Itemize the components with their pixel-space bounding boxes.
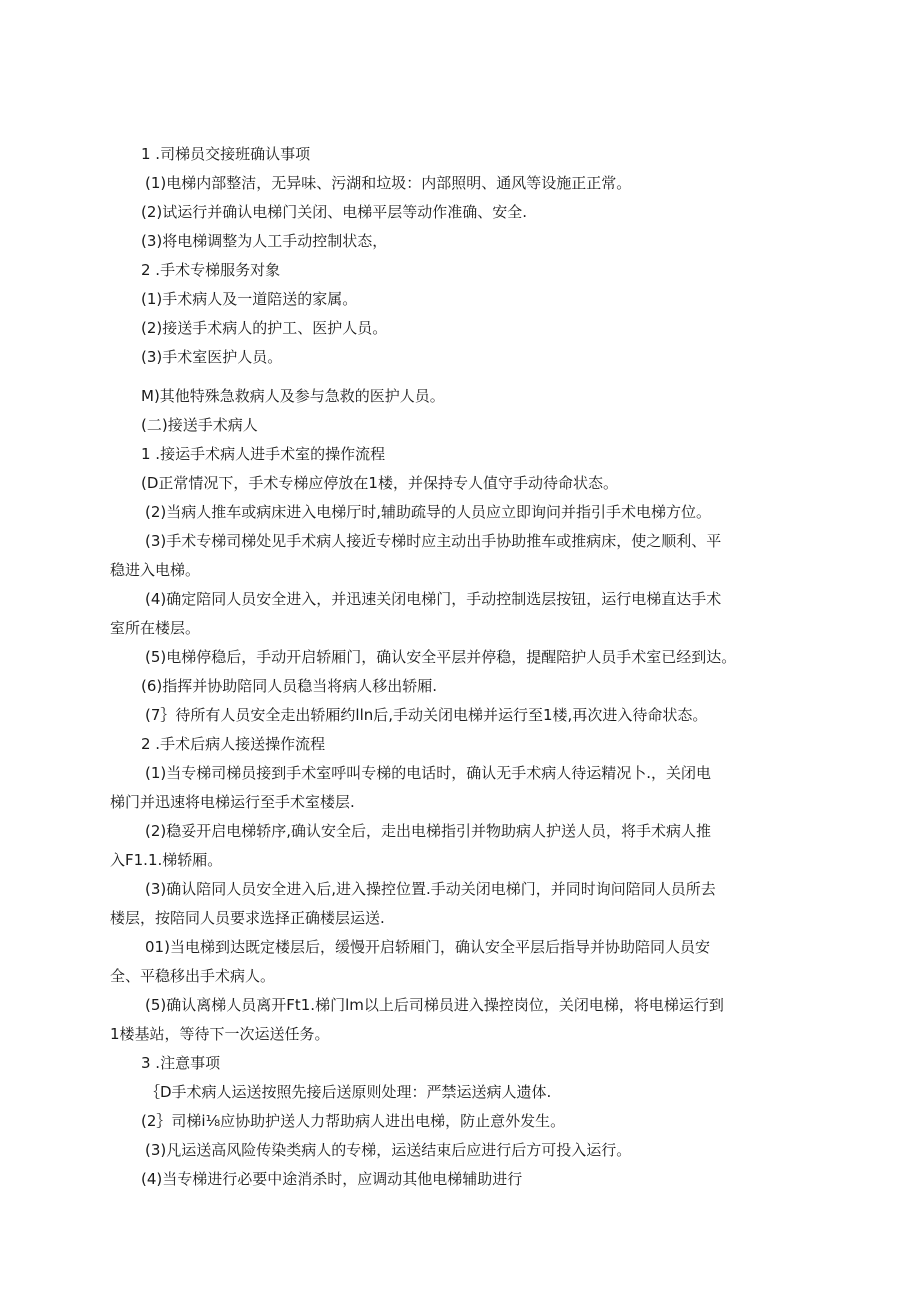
paragraph-line: (2｝司梯i⅛应协助护送人力帮助病人进出电梯，防止意外发生。 — [141, 1112, 566, 1130]
paragraph-line: (3)凡运送高风险传染类病人的专梯，运送结束后应进行后方可投入运行。 — [145, 1141, 632, 1159]
paragraph-line: M)其他特殊急救病人及参与急救的医护人员。 — [141, 387, 445, 405]
paragraph-line: (1)手术病人及一道陪送的家属。 — [141, 290, 358, 308]
heading-into-or-procedure: 1 .接运手术病人进手术室的操作流程 — [141, 445, 386, 463]
heading-shift-handover: 1 .司梯员交接班确认事项 — [141, 145, 311, 163]
paragraph-line: 入F1.1.梯轿厢。 — [110, 851, 223, 869]
paragraph-line: 01)当电梯到达既定楼层后，缓慢开启轿厢门，确认安全平层后指导并协助陪同人员安 — [145, 938, 710, 956]
paragraph-line: 楼层，按陪同人员要求选择正确楼层运送. — [110, 909, 385, 927]
paragraph-line: (3)手术室医护人员。 — [141, 348, 283, 366]
paragraph-line: (3)手术专梯司梯处见手术病人接近专梯时应主动出手协助推车或推病床，使之顺利、平 — [145, 532, 722, 550]
paragraph-line: 全、平稳移出手术病人。 — [110, 967, 276, 985]
heading-service-targets: 2 .手术专梯服务对象 — [141, 261, 281, 279]
paragraph-line: (2)试运行并确认电梯门关闭、电梯平层等动作准确、安全. — [141, 203, 528, 221]
paragraph-line: (2)稳妥开启电梯轿序,确认安全后，走出电梯指引并物助病人护送人员，将手术病人推 — [145, 822, 712, 840]
paragraph-line: (D正常情况下，手术专梯应停放在1楼，并保持专人值守手动待命状态。 — [141, 474, 618, 492]
paragraph-line: (4)确定陪同人员安全进入，并迅速关闭电梯门，手动控制选层按钮，运行电梯直达手术 — [145, 590, 722, 608]
paragraph-line: (1)当专梯司梯员接到手术室呼叫专梯的电话时，确认无手术病人待运精况卜.，关闭电 — [145, 764, 712, 782]
paragraph-line: (5)确认离梯人员离开Ft1.梯门lm以上后司梯员进入操控岗位，关闭电梯，将电梯运行到 — [145, 996, 724, 1014]
paragraph-line: (3)将电梯调整为人工手动控制状态， — [141, 232, 388, 250]
section-heading-transport: (二)接送手术病人 — [141, 416, 258, 434]
paragraph-line: 稳进入电梯。 — [110, 561, 201, 579]
paragraph-line: ｛D手术病人运送按照先接后送原则处理：严禁运送病人遗体. — [145, 1083, 552, 1101]
paragraph-line: 梯门并迅速将电梯运行至手术室楼层. — [110, 793, 355, 811]
paragraph-line: 室所在楼层。 — [110, 619, 201, 637]
heading-precautions: 3 .注意事项 — [141, 1054, 221, 1072]
heading-post-op-procedure: 2 .手术后病人接送操作流程 — [141, 735, 326, 753]
paragraph-line: (4)当专梯进行必要中途消杀时，应调动其他电梯辅助进行 — [141, 1170, 523, 1188]
paragraph-line: (1)电梯内部整洁，无异味、污湖和垃圾：内部照明、通风等设施正正常。 — [145, 174, 632, 192]
paragraph-line: (7｝待所有人员安全走出轿厢约lln后,手动关闭电梯并运行至1楼,再次进入待命状态。 — [145, 706, 708, 724]
paragraph-line: (3)确认陪同人员安全进入后,进入操控位置.手动关闭电梯门，并同时询问陪同人员所去 — [145, 880, 716, 898]
paragraph-line: (6)指挥并协助陪同人员稳当将病人移出轿厢. — [141, 677, 438, 695]
paragraph-line: (2)当病人推车或病床进入电梯厅时,辅助疏导的人员应立即询问并指引手术电梯方位。 — [145, 503, 712, 521]
paragraph-line: 1楼基站，等待下一次运送任务。 — [110, 1025, 330, 1043]
document-body — [0, 140, 920, 1194]
paragraph-line: (5)电梯停稳后，手动开启轿厢门，确认安全平层并停稳，提醒陪护人员手术室已经到达。 — [145, 648, 737, 666]
paragraph-line: (2)接送手术病人的护工、医护人员。 — [141, 319, 388, 337]
